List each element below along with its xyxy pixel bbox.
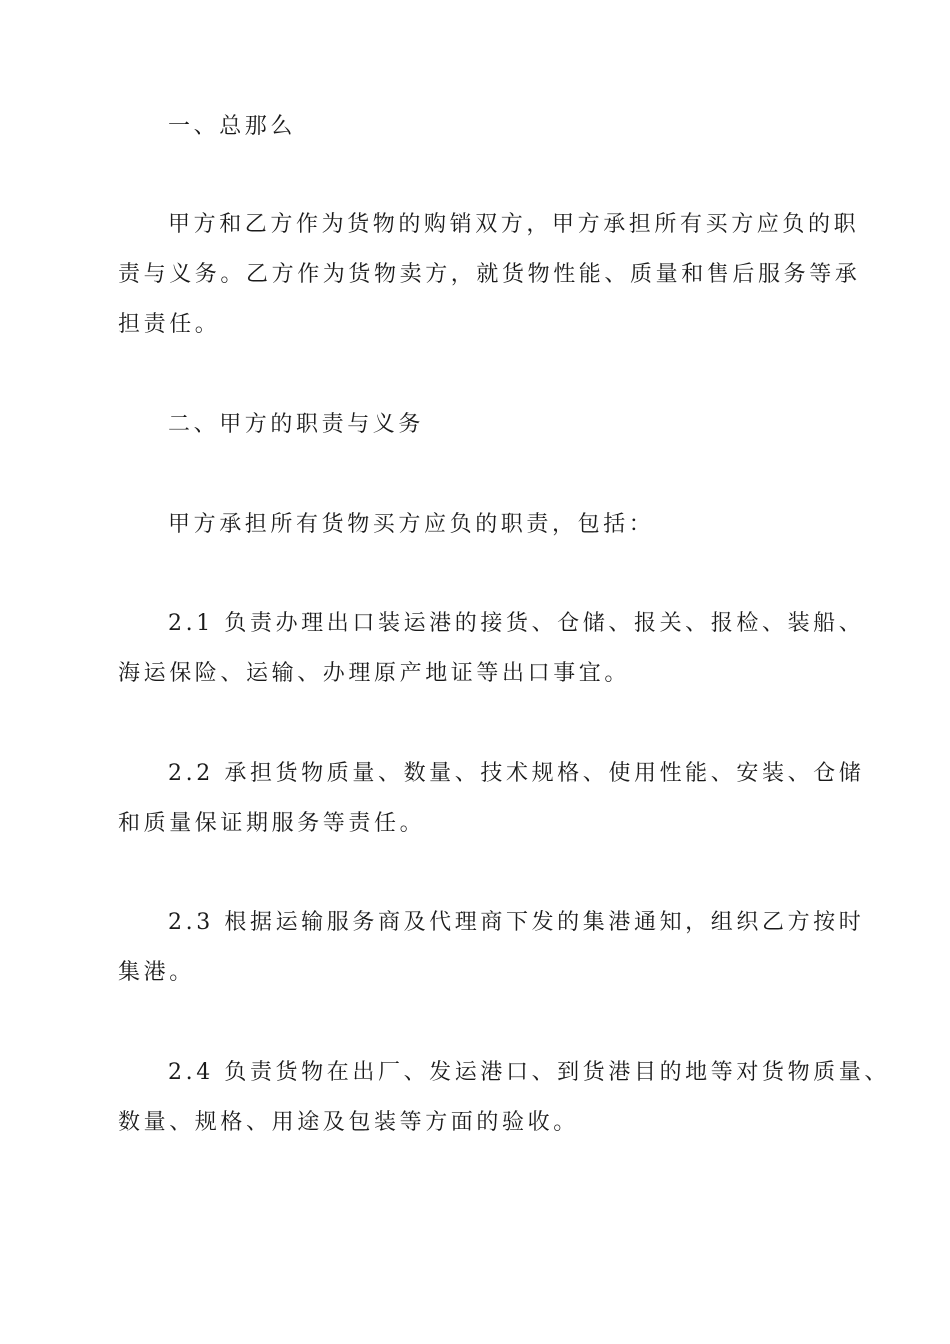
section-2-intro: 甲方承担所有货物买方应负的职责，包括： [168,512,655,537]
section-2-heading: 二、甲方的职责与义务 [168,412,425,437]
clause-2-2-line-2: 和质量保证期服务等责任。 [118,811,426,836]
section-1-paragraph-line-1: 甲方和乙方作为货物的购销双方，甲方承担所有买方应负的职 [168,212,860,237]
section-1-paragraph-line-2: 责与义务。乙方作为货物卖方，就货物性能、质量和售后服务等承 [118,262,861,287]
clause-2-4-line-1: 2.4 负责货物在出厂、发运港口、到货港目的地等对货物质量、 [168,1060,890,1085]
section-1-paragraph-line-3: 担责任。 [118,312,221,337]
clause-2-1-line-2: 海运保险、运输、办理原产地证等出口事宜。 [118,661,631,686]
clause-2-3-line-2: 集港。 [118,960,195,985]
section-1-heading: 一、总那么 [168,114,297,139]
clause-2-2-line-1: 2.2 承担货物质量、数量、技术规格、使用性能、安装、仓储 [168,761,865,786]
clause-2-4-line-2: 数量、规格、用途及包装等方面的验收。 [118,1110,579,1135]
clause-2-1-line-1: 2.1 负责办理出口装运港的接货、仓储、报关、报检、装船、 [168,611,865,636]
clause-2-3-line-1: 2.3 根据运输服务商及代理商下发的集港通知，组织乙方按时 [168,910,865,935]
